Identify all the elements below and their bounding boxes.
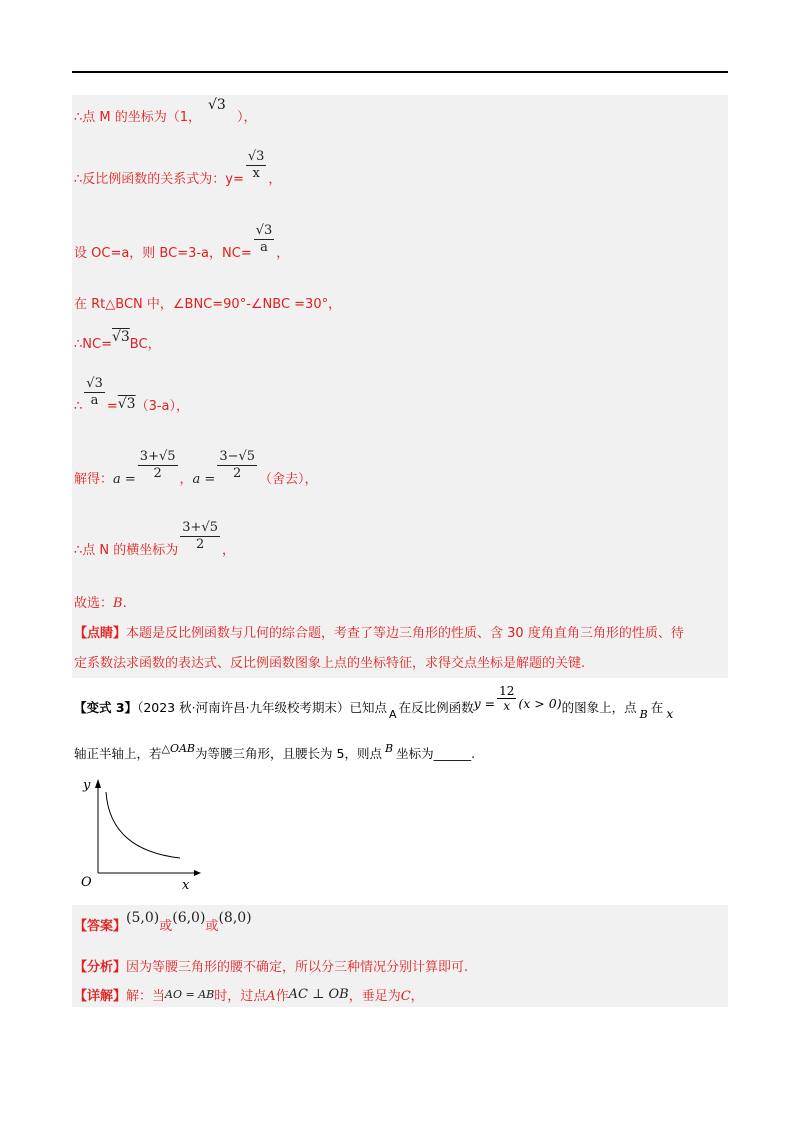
line-set-oc: 设 OC=a，则 BC=3-a，NC= $\frac{√3}{a}$ ， [74, 223, 290, 261]
line-n-abscissa: ∴点 N 的横坐标为 $\frac{3+√5}{2}$ ， [74, 520, 235, 558]
fraction-solution-1: $\frac{3+√5}{2}$ [139, 449, 176, 481]
detail-line: 【详解】解：当AO = AB时，过点A作AC ⊥ OB，垂足为C， [74, 987, 424, 1004]
dianjing-line-1: 【点睛】本题是反比例函数与几何的综合题，考查了等边三角形的性质、含 30 度角直角三角形的性质、待 [74, 626, 684, 641]
fraction-12-over-x: $\frac{12}{x}$ [499, 684, 515, 713]
fraction-sqrt3-over-x: $\frac{√3}{x}$ [247, 149, 265, 181]
line-choice: 故选：B. [74, 596, 127, 611]
fraction-n-abscissa: $\frac{3+√5}{2}$ [182, 520, 218, 552]
fraction-solution-2: $\frac{3-√5}{2}$ [219, 449, 256, 481]
x-axis-arrow [194, 870, 201, 876]
hyperbola-curve [106, 792, 180, 858]
x-axis-label: x [182, 878, 190, 893]
dianjing-line-2: 定系数法求函数的表达式、反比例函数图象上点的坐标特征，求得交点坐标是解题的关键. [74, 656, 586, 671]
y-axis-arrow [95, 779, 101, 788]
origin-label: O [81, 875, 92, 890]
header-rule [72, 71, 728, 73]
line-triangle-bcn: 在 Rt△BCN 中，∠BNC=90°-∠NBC =30°， [74, 297, 342, 312]
hyperbola-graph [70, 770, 210, 895]
line-equation: ∴ $\frac{√3}{a}$ =√3（3-a）， [74, 376, 190, 414]
fraction-sqrt3-over-a: $\frac{√3}{a}$ [255, 223, 273, 255]
line-nc-equals: ∴NC=√3BC， [74, 329, 161, 352]
analysis-line: 【分析】因为等腰三角形的腰不确定，所以分三种情况分别计算即可. [74, 960, 469, 975]
answer-line: 【答案】(5,0)或(6,0)或(8,0) [74, 910, 252, 934]
line-solutions: 解得：a = $\frac{3+√5}{2}$ ，a = $\frac{3-√5}{2}$ （舍去）， [74, 449, 318, 487]
line-m-coordinates: ∴点 M 的坐标为（1， ）， [74, 110, 257, 125]
variant-3-line-1: 【变式 3】（2023 秋·河南许昌·九年级校考期末）已知点 A 在反比例函数y = $\frac{12}{x}$ (x > 0)的图象上，点 B 在 x [74, 684, 674, 721]
variant-3-line-2: 轴正半轴上，若△OAB为等腰三角形，且腰长为 5，则点 B 坐标为______. [74, 742, 476, 761]
line-function-expression: ∴反比例函数的关系式为：y= $\frac{√3}{x}$ ， [74, 149, 282, 187]
y-axis-label: y [83, 778, 91, 793]
sqrt3-radical: √3 [208, 97, 226, 113]
fraction-sqrt3-over-a-2: $\frac{√3}{a}$ [86, 376, 103, 408]
